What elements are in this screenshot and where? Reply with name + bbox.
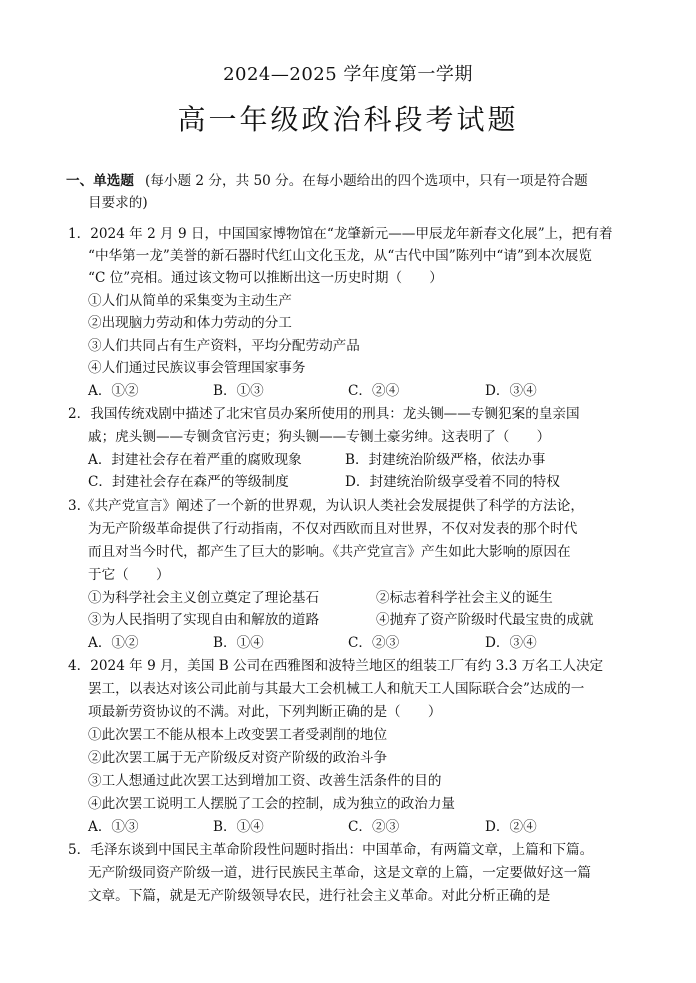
q3-option-d: D．③④ <box>485 635 537 651</box>
q1-item: ④人们通过民族议事会管理国家事务 <box>88 360 306 376</box>
term-heading: 2024—2025 学年度第一学期 <box>223 64 473 85</box>
q4-option-d: D．②④ <box>485 819 537 835</box>
exam-title: 高一年级政治科段考试题 <box>177 103 519 136</box>
q3-stem-line: 于它（ ） <box>88 567 170 583</box>
q4-item: ④此次罢工说明工人摆脱了工会的控制，成为独立的政治力量 <box>88 796 456 812</box>
q3-item: ③为人民指明了实现自由和解放的道路 <box>88 612 320 628</box>
q1-option-a: A．①② <box>88 383 139 399</box>
q3-option-a: A．①② <box>88 635 139 651</box>
q4-stem-line: 4．2024 年 9 月，美国 B 公司在西雅图和波特兰地区的组装工厂有约 3.3 万名工人决定 <box>68 658 604 674</box>
q3-option-b: B．①④ <box>213 635 264 651</box>
q4-stem-line: 罢工，以表达对该公司此前与其最大工会机械工人和航天工人国际联合会”达成的一 <box>88 681 585 697</box>
q4-item: ③工人想通过此次罢工达到增加工资、改善生活条件的目的 <box>88 773 442 789</box>
q1-item: ②出现脑力劳动和体力劳动的分工 <box>88 315 292 331</box>
q3-item: ②标志着科学社会主义的诞生 <box>376 590 553 606</box>
q1-stem-line: “中华第一龙”美誉的新石器时代红山文化玉龙，从“古代中国”陈列中“请”到本次展览 <box>88 248 592 264</box>
q1-item: ③人们共同占有生产资料，平均分配劳动产品 <box>88 338 360 354</box>
q4-option-a: A．①③ <box>88 819 139 835</box>
q3-option-c: C．②③ <box>348 635 400 651</box>
q2-option-b: B．封建统治阶级严格，依法办事 <box>345 452 546 468</box>
q3-stem-line: 3.《共产党宣言》阐述了一个新的世界观，为认识人类社会发展提供了科学的方法论， <box>68 498 584 514</box>
q2-stem-line: 戚；虎头铡——专铡贪官污吏；狗头铡——专铡土豪劣绅。这表明了（ ） <box>88 429 551 445</box>
q1-option-c: C．②④ <box>348 383 400 399</box>
q1-item: ①人们从简单的采集变为主动生产 <box>88 293 292 309</box>
section-title: 一、单选题 <box>66 173 134 189</box>
q3-stem-line: 为无产阶级革命提供了行动指南，不仅对西欧而且对世界，不仅对发表的那个时代 <box>88 521 578 537</box>
q4-option-c: C．②③ <box>348 819 400 835</box>
q4-stem-line: 项最新劳资协议的不满。对此，下列判断正确的是（ ） <box>88 704 442 720</box>
q4-option-b: B．①④ <box>213 819 264 835</box>
q4-item: ①此次罢工不能从根本上改变罢工者受剥削的地位 <box>88 727 388 743</box>
q2-option-d: D．封建统治阶级享受着不同的特权 <box>345 474 560 490</box>
section-instruction-cont: 目要求的) <box>88 195 148 211</box>
q5-stem-line: 无产阶级同资产阶级一道，进行民族民主革命，这是文章的上篇，一定要做好这一篇 <box>88 865 591 881</box>
q2-option-c: C．封建社会存在森严的等级制度 <box>88 474 289 490</box>
q5-stem-line: 文章。下篇，就是无产阶级领导农民，进行社会主义革命。对此分析正确的是 <box>88 888 551 904</box>
q2-option-a: A．封建社会存在着严重的腐败现象 <box>88 452 302 468</box>
q3-item: ④抛弃了资产阶级时代最宝贵的成就 <box>376 612 594 628</box>
q1-stem-line: “C 位”亮相。通过该文物可以推断出这一历史时期（ ） <box>88 270 443 286</box>
q3-item: ①为科学社会主义创立奠定了理论基石 <box>88 590 320 606</box>
q5-stem-line: 5．毛泽东谈到中国民主革命阶段性问题时指出：中国革命，有两篇文章，上篇和下篇。 <box>68 842 594 858</box>
q1-option-b: B．①③ <box>213 383 264 399</box>
q3-stem-line: 而且对当今时代，都产生了巨大的影响。《共产党宣言》产生如此大影响的原因在 <box>88 544 571 560</box>
q4-item: ②此次罢工属于无产阶级反对资产阶级的政治斗争 <box>88 750 388 766</box>
section-instruction: (每小题 2 分，共 50 分。在每小题给出的四个选项中，只有一项是符合题 <box>145 173 588 189</box>
q1-stem-line: 1．2024 年 2 月 9 日，中国国家博物馆在“龙肇新元——甲辰龙年新春文化展”上，把有着 <box>68 226 613 242</box>
q1-option-d: D．③④ <box>485 383 537 399</box>
q2-stem-line: 2．我国传统戏剧中描述了北宋官员办案所使用的刑具：龙头铡——专铡犯案的皇亲国 <box>68 406 580 422</box>
